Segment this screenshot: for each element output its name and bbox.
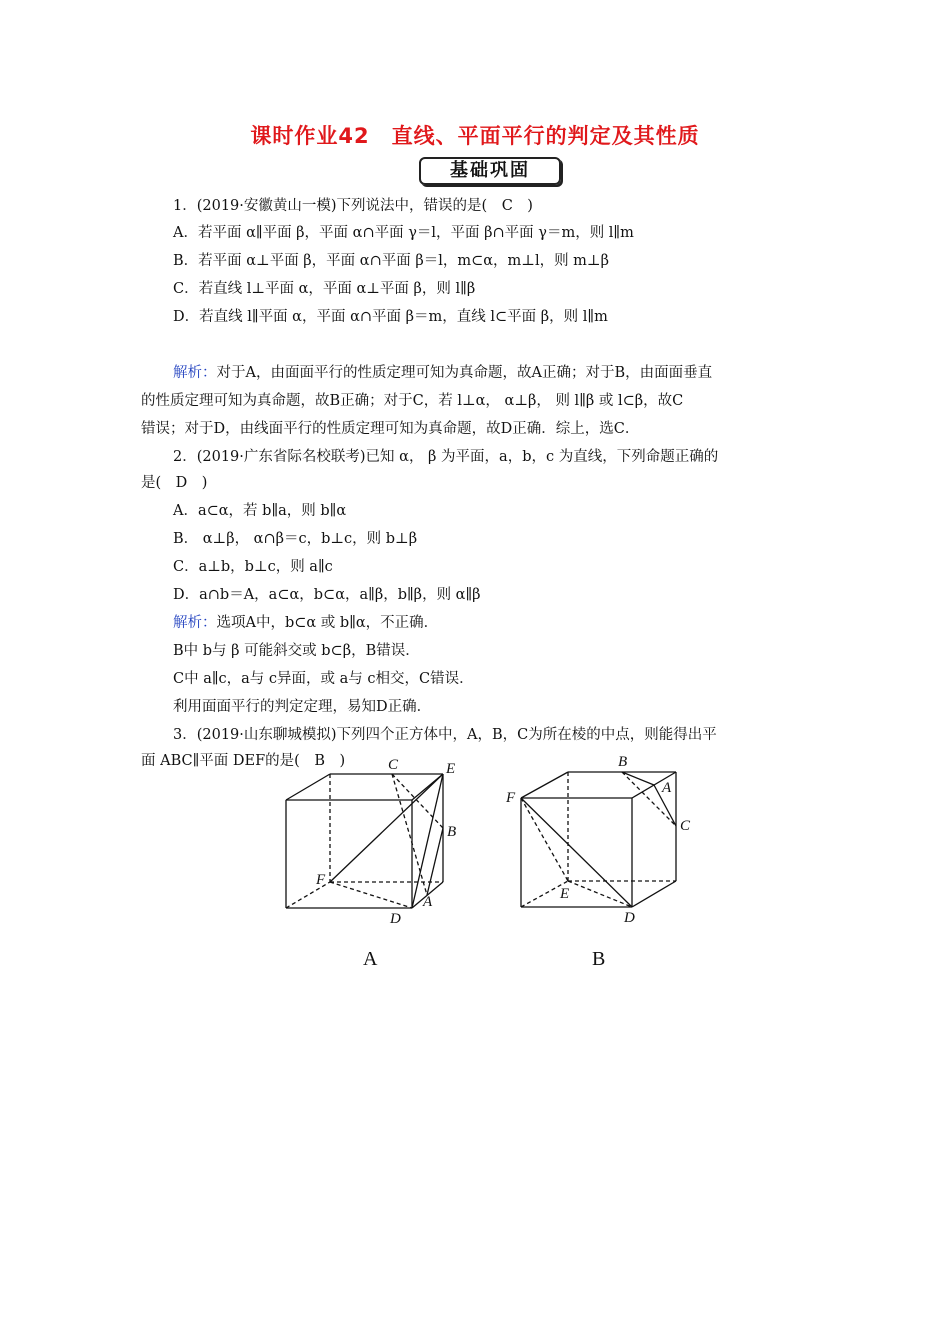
q2-analysis-4: 利用面面平行的判定定理，易知D正确． <box>173 699 432 715</box>
q2-option-b: B． α⊥β， α∩β＝c，b⊥c，则 b⊥β <box>173 531 418 547</box>
q2-analysis-3: C中 a∥c，a与 c异面，或 a与 c相交，C错误． <box>173 671 474 687</box>
q1-option-a: A．若平面 α∥平面 β，平面 α∩平面 γ＝l，平面 β∩平面 γ＝m，则 l∥m <box>173 225 634 241</box>
q2-option-d: D．a∩b＝A，a⊂α，b⊂α，a∥β，b∥β，则 α∥β <box>173 587 481 603</box>
q2-stem-1: 2．(2019·广东省际名校联考)已知 α， β 为平面，a，b，c 为直线，下列命题正确的 <box>173 449 719 465</box>
q1-option-d: D．若直线 l∥平面 α，平面 α∩平面 β＝m，直线 l⊂平面 β，则 l∥m <box>173 309 608 325</box>
analysis-text: 选项A中，b⊂α 或 b∥α，不正确． <box>216 615 439 631</box>
q2-option-c: C．a⊥b，b⊥c，则 a∥c <box>173 559 333 575</box>
label-a-e: E <box>446 761 456 777</box>
page-title: 课时作业42 直线、平面平行的判定及其性质 <box>250 124 700 148</box>
analysis-text: 对于A，由面面平行的性质定理可知为真命题，故A正确；对于B，由面面垂直 <box>216 365 713 381</box>
label-a-b: B <box>447 824 457 840</box>
q1-option-b: B．若平面 α⊥平面 β，平面 α∩平面 β＝l，m⊂α，m⊥l，则 m⊥β <box>173 253 609 269</box>
label-a-a: A <box>423 894 433 910</box>
q2-analysis-2: B中 b与 β 可能斜交或 b⊂β，B错误． <box>173 643 420 659</box>
section-heading: 基础巩固 <box>419 157 561 185</box>
q2-analysis-1 <box>173 613 438 633</box>
analysis-label: 解析： <box>173 615 217 631</box>
label-b-b: B <box>618 754 628 770</box>
analysis-label: 解析： <box>173 365 217 381</box>
q1-analysis-1 <box>173 363 712 383</box>
label-b-e: E <box>560 886 570 902</box>
label-b-c: C <box>680 818 691 834</box>
label-b-f: F <box>506 790 516 806</box>
label-a-c: C <box>388 757 399 773</box>
q2-stem-2: 是( D ) <box>141 475 208 491</box>
q1-analysis-2: 的性质定理可知为真命题，故B正确；对于C，若 l⊥α， α⊥β， 则 l∥β 或 l⊂β，故C <box>141 393 684 409</box>
q3-stem-1: 3．(2019·山东聊城模拟)下列四个正方体中，A，B，C为所在棱的中点，则能得出平 <box>173 727 717 743</box>
label-a-d: D <box>390 911 401 927</box>
label-b-d: D <box>624 910 635 926</box>
label-a-f: F <box>316 872 326 888</box>
q2-option-a: A．a⊂α，若 b∥a，则 b∥α <box>173 503 347 519</box>
q1-stem: 1．(2019·安徽黄山一模)下列说法中，错误的是( C ) <box>173 198 533 214</box>
q1-analysis-3: 错误；对于D，由线面平行的性质定理可知为真命题，故D正确．综上，选C． <box>141 421 640 437</box>
caption-a: A <box>363 948 378 970</box>
q3-stem-2: 面 ABC∥平面 DEF的是( B ) <box>141 753 346 769</box>
label-b-a: A <box>662 780 672 796</box>
q1-option-c: C．若直线 l⊥平面 α，平面 α⊥平面 β，则 l∥β <box>173 281 476 297</box>
cube-figures <box>0 745 950 1005</box>
caption-b: B <box>592 948 606 970</box>
